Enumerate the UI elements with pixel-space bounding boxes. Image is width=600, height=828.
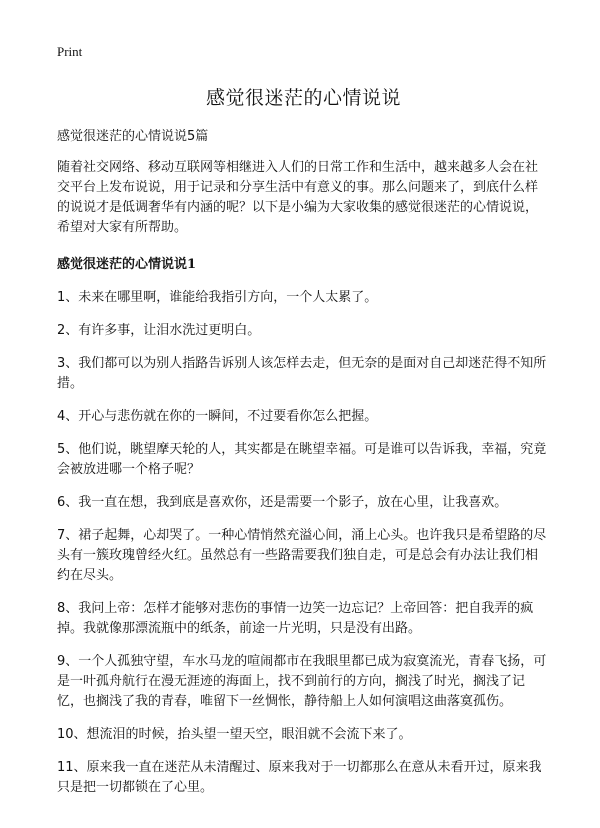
print-link[interactable]: Print (57, 44, 83, 59)
quote-item: 2、有许多事，让泪水洗过更明白。 (57, 323, 261, 338)
quote-item: 9、一个人孤独守望，车水马龙的喧闹都市在我眼里都已成为寂寞流光，青春飞扬，可是一叶孤舟航行在漫无涯迹的海面上，找不到前行的方向，搁浅了时光，搁浅了记忆，也搁浅了我的青春，唯留下一丝惆怅，静待船上人如何演唱这曲落寞孤伤。 (57, 654, 547, 709)
quote-item: 5、他们说，眺望摩天轮的人，其实都是在眺望幸福。可是谁可以告诉我，幸福，究竟会被放进哪一个格子呢？ (57, 442, 547, 477)
quote-item: 6、我一直在想，我到底是喜欢你，还是需要一个影子，放在心里，让我喜欢。 (57, 495, 508, 510)
quote-item: 3、我们都可以为别人指路告诉别人该怎样去走，但无奈的是面对自己却迷茫得不知所措。 (57, 356, 547, 391)
quote-item: 10、想流泪的时候，抬头望一望天空，眼泪就不会流下来了。 (57, 727, 412, 742)
quote-item: 8、我问上帝：怎样才能够对悲伤的事情一边笑一边忘记？上帝回答：把自我弄的疯掉。我就像那漂流瓶中的纸条，前途一片光明，只是没有出路。 (57, 601, 534, 636)
quote-item: 4、开心与悲伤就在你的一瞬间，不过要看你怎么把握。 (57, 409, 378, 424)
quote-list (57, 288, 550, 798)
intro-paragraph: 随着社交网络、移动互联网等相继进入人们的日常工作和生活中，越来越多人会在社交平台上发布说说，用于记录和分享生活中有意义的事。那么问题来了，到底什么样的说说才是低调奢华有内涵的呢？以下是小编为大家收集的感觉很迷茫的心情说说，希望对大家有所帮助。 (57, 160, 539, 235)
section-heading: 感觉很迷茫的心情说说1 (57, 257, 197, 272)
page-title: 感觉很迷茫的心情说说 (205, 87, 401, 109)
article-subtitle: 感觉很迷茫的心情说说5篇 (57, 129, 209, 144)
quote-item: 11、原来我一直在迷茫从未清醒过、原来我对于一切都那么在意从未看开过，原来我只是把一切都锁在了心里。 (57, 760, 542, 795)
quote-item: 1、未来在哪里啊，谁能给我指引方向，一个人太累了。 (57, 290, 378, 305)
quote-item: 7、裙子起舞，心却哭了。一种心情悄然充溢心间，涌上心头。也许我只是希望路的尽头有一簇玫瑰曾经火红。虽然总有一些路需要我们独自走，可是总会有办法让我们相约在尽头。 (57, 528, 547, 583)
